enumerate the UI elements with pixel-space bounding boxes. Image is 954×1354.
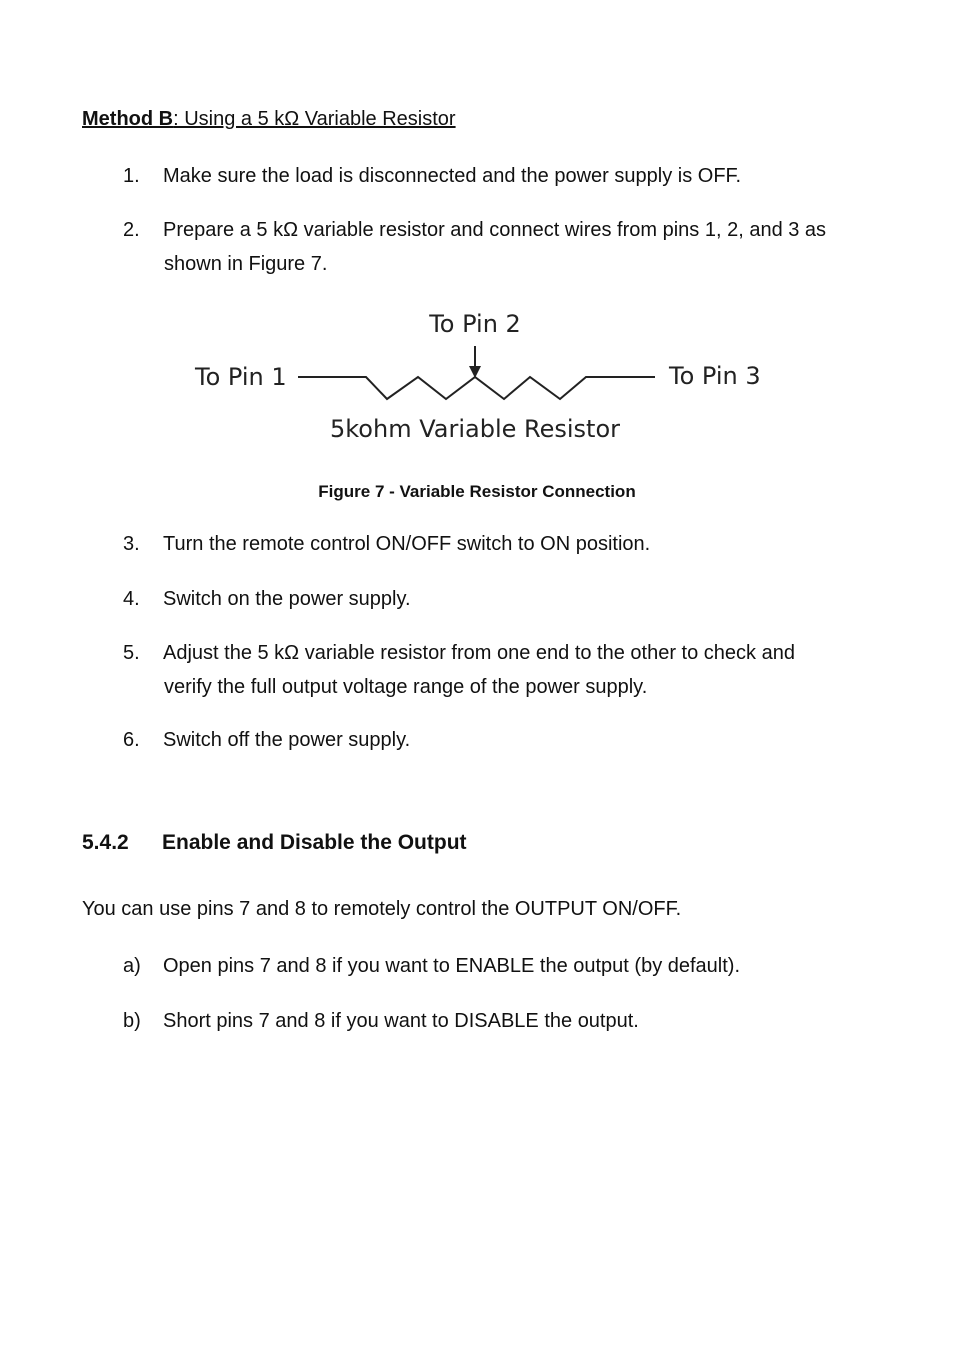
list-marker: b) <box>123 1010 141 1032</box>
method-description: : Using a 5 kΩ Variable Resistor <box>173 108 456 130</box>
step-text <box>163 527 863 561</box>
step-text <box>163 159 863 193</box>
step-line: Adjust the 5 kΩ variable resistor from one end to the other to check and <box>163 642 795 664</box>
component-label: 5kohm Variable Resistor <box>329 415 621 443</box>
pin1-label: To Pin 1 <box>195 363 287 391</box>
step-text <box>163 723 863 757</box>
method-label: Method B <box>82 108 174 130</box>
variable-resistor-diagram <box>0 300 954 460</box>
step-line: Prepare a 5 kΩ variable resistor and connect wires from pins 1, 2, and 3 as <box>163 219 827 241</box>
list-line: Open pins 7 and 8 if you want to ENABLE the output (by default). <box>163 955 741 977</box>
method-heading <box>82 108 456 131</box>
section-number: 5.4.2 <box>82 831 129 854</box>
step-line: Turn the remote control ON/OFF switch to ON position. <box>163 533 651 555</box>
step-text <box>163 636 863 704</box>
pin2-label: To Pin 2 <box>429 310 521 338</box>
list-marker: a) <box>123 955 141 977</box>
section-title: Enable and Disable the Output <box>162 831 467 854</box>
step-number: 4. <box>123 588 140 610</box>
step-number: 1. <box>123 165 140 187</box>
step-number: 2. <box>123 219 140 241</box>
figure-caption: Figure 7 - Variable Resistor Connection <box>318 482 636 501</box>
step-number: 6. <box>123 729 140 751</box>
list-text <box>163 1004 863 1038</box>
list-text <box>163 949 863 983</box>
list-line: Short pins 7 and 8 if you want to DISABLE the output. <box>163 1010 639 1032</box>
step-number: 5. <box>123 642 140 664</box>
step-number: 3. <box>123 533 140 555</box>
step-line-2: shown in Figure 7. <box>164 253 328 275</box>
step-line: Switch on the power supply. <box>163 588 411 610</box>
pin3-label: To Pin 3 <box>669 362 761 390</box>
resistor-zigzag <box>298 377 655 399</box>
section-intro: You can use pins 7 and 8 to remotely control the OUTPUT ON/OFF. <box>82 898 682 920</box>
step-text <box>163 582 863 616</box>
step-text <box>163 213 863 281</box>
step-line-2: verify the full output voltage range of the power supply. <box>164 676 648 698</box>
section-heading <box>82 831 467 855</box>
step-line: Switch off the power supply. <box>163 729 411 751</box>
step-line: Make sure the load is disconnected and the power supply is OFF. <box>163 165 742 187</box>
